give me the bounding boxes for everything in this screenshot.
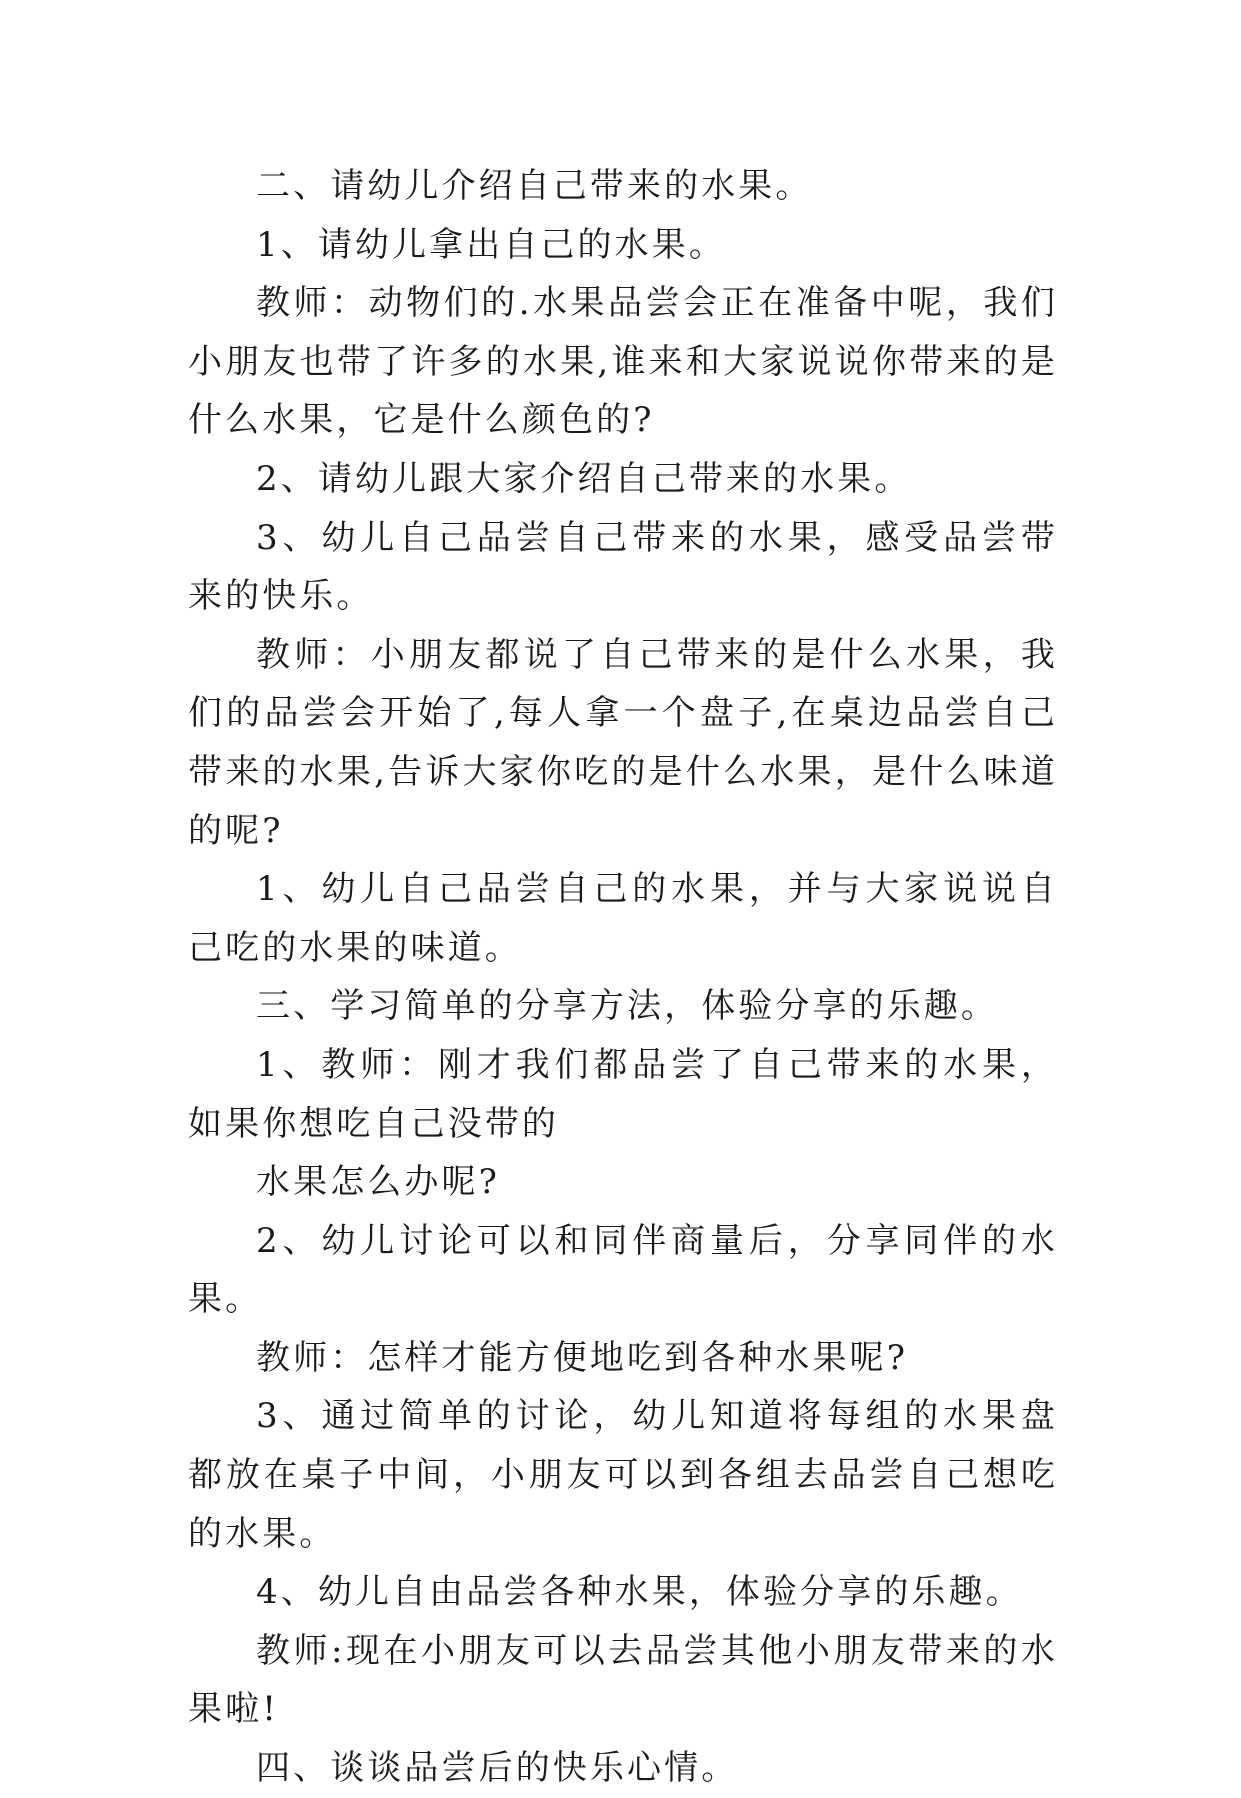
- teacher-speech: 教师：怎样才能方便地吃到各种水果呢?: [256, 1337, 909, 1378]
- teacher-speech: 教师:现在小朋友可以去品尝其他小朋友带来的水果啦!: [188, 1630, 1058, 1730]
- step-paragraph: 3、通过简单的讨论，幼儿知道将每组的水果盘都放在桌子中间，小朋友可以到各组去品尝自己想吃的水果。: [188, 1396, 1058, 1554]
- step-paragraph: 2、请幼儿跟大家介绍自己带来的水果。: [256, 458, 912, 499]
- section-heading-3: 三、学习简单的分享方法，体验分享的乐趣。: [256, 986, 998, 1027]
- document-page: [188, 157, 1058, 1798]
- teacher-speech: 教师：动物们的.水果品尝会正在准备中呢，我们小朋友也带了许多的水果,谁来和大家说说你带来的是什么水果，它是什么颜色的?: [188, 283, 1058, 441]
- section-heading-4: 四、谈谈品尝后的快乐心情。: [256, 1748, 739, 1789]
- step-paragraph: 1、幼儿自己品尝自己的水果，并与大家说说自己吃的水果的味道。: [188, 869, 1058, 968]
- step-paragraph: 1、教师：刚才我们都品尝了自己带来的水果，如果你想吃自己没带的: [188, 1044, 1058, 1144]
- step-paragraph: 2、幼儿讨论可以和同伴商量后，分享同伴的水果。: [188, 1220, 1058, 1320]
- step-paragraph: 3、幼儿自己品尝自己带来的水果，感受品尝带来的快乐。: [188, 517, 1058, 617]
- step-paragraph: 4、幼儿自由品尝各种水果，体验分享的乐趣。: [256, 1572, 1023, 1613]
- section-heading-2: 二、请幼儿介绍自己带来的水果。: [256, 166, 813, 206]
- step-paragraph: 1、请幼儿拿出自己的水果。: [256, 224, 726, 265]
- continuation-paragraph: 水果怎么办呢?: [256, 1162, 500, 1203]
- teacher-speech: 教师：小朋友都说了自己带来的是什么水果，我们的品尝会开始了,每人拿一个盘子,在桌边品尝自己带来的水果,告诉大家你吃的是什么水果，是什么味道的呢?: [188, 634, 1058, 851]
